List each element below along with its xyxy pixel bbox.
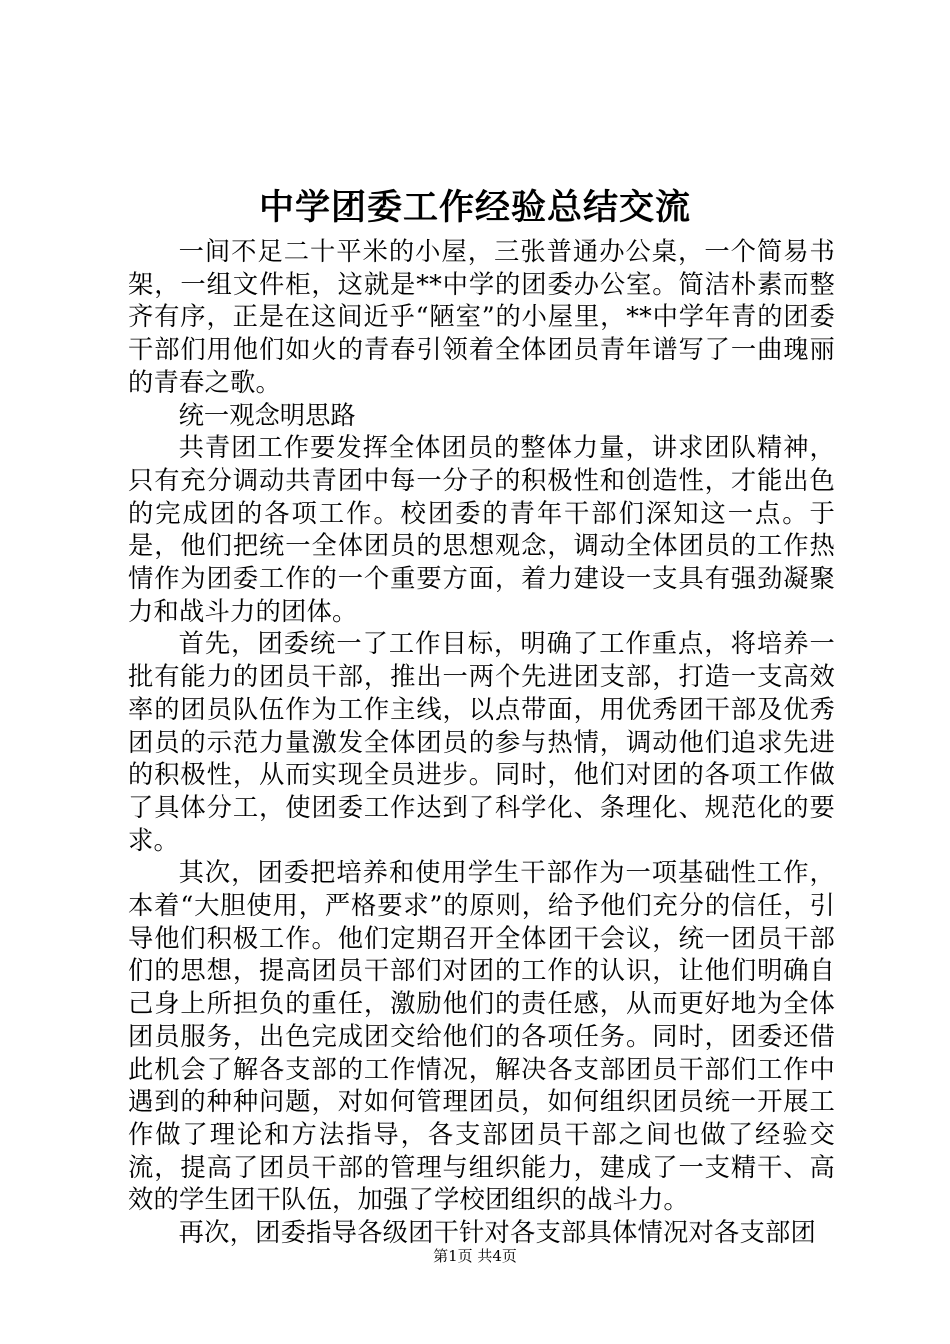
page-number-footer: 第1页 共4页 <box>433 1247 517 1265</box>
section-heading: 统一观念明思路 <box>178 400 356 430</box>
paragraph-teamwork: 共青团工作要发挥全体团员的整体力量，讲求团队精神，只有充分调动共青团中每一分子的积极性和创造性，才能出色的完成团的各项工作。校团委的青年干部们深知这一点。于是，他们把统一全体团员的思想观念，调动全体团员的工作热情作为团委工作的一个重要方面，着力建设一支具有强劲凝聚力和战斗力的团体。 <box>128 433 835 626</box>
paragraph-first: 首先，团委统一了工作目标，明确了工作重点，将培养一批有能力的团员干部，推出一两个先进团支部，打造一支高效率的团员队伍作为工作主线，以点带面，用优秀团干部及优秀团员的示范力量激发全体团员的参与热情，调动他们追求先进的积极性，从而实现全员进步。同时，他们对团的各项工作做了具体分工，使团委工作达到了科学化、条理化、规范化的要求。 <box>128 629 835 855</box>
paragraph-intro: 一间不足二十平米的小屋，三张普通办公桌，一个简易书架，一组文件柜，这就是**中学的团委办公室。简洁朴素而整齐有序，正是在这间近乎“陋室”的小屋里，**中学年青的团委干部们用他们如火的青春引领着全体团员青年谱写了一曲瑰丽的青春之歌。 <box>128 237 835 397</box>
document-body <box>128 236 835 1250</box>
paragraph-second: 其次，团委把培养和使用学生干部作为一项基础性工作，本着“大胆使用，严格要求”的原则，给予他们充分的信任，引导他们积极工作。他们定期召开全体团干会议，统一团员干部们的思想，提高团员干部们对团的工作的认识，让他们明确自己身上所担负的重任，激励他们的责任感，从而更好地为全体团员服务，出色完成团交给他们的各项任务。同时，团委还借此机会了解各支部的工作情况，解决各支部团员干部们工作中遇到的种种问题，对如何管理团员，如何组织团员统一开展工作做了理论和方法指导，各支部团员干部之间也做了经验交流，提高了团员干部的管理与组织能力，建成了一支精干、高效的学生团干队伍，加强了学校团组织的战斗力。 <box>128 858 835 1215</box>
paragraph-third: 再次，团委指导各级团干针对各支部具体情况对各支部团 <box>178 1218 817 1248</box>
document-title: 中学团委工作经验总结交流 <box>258 187 691 228</box>
